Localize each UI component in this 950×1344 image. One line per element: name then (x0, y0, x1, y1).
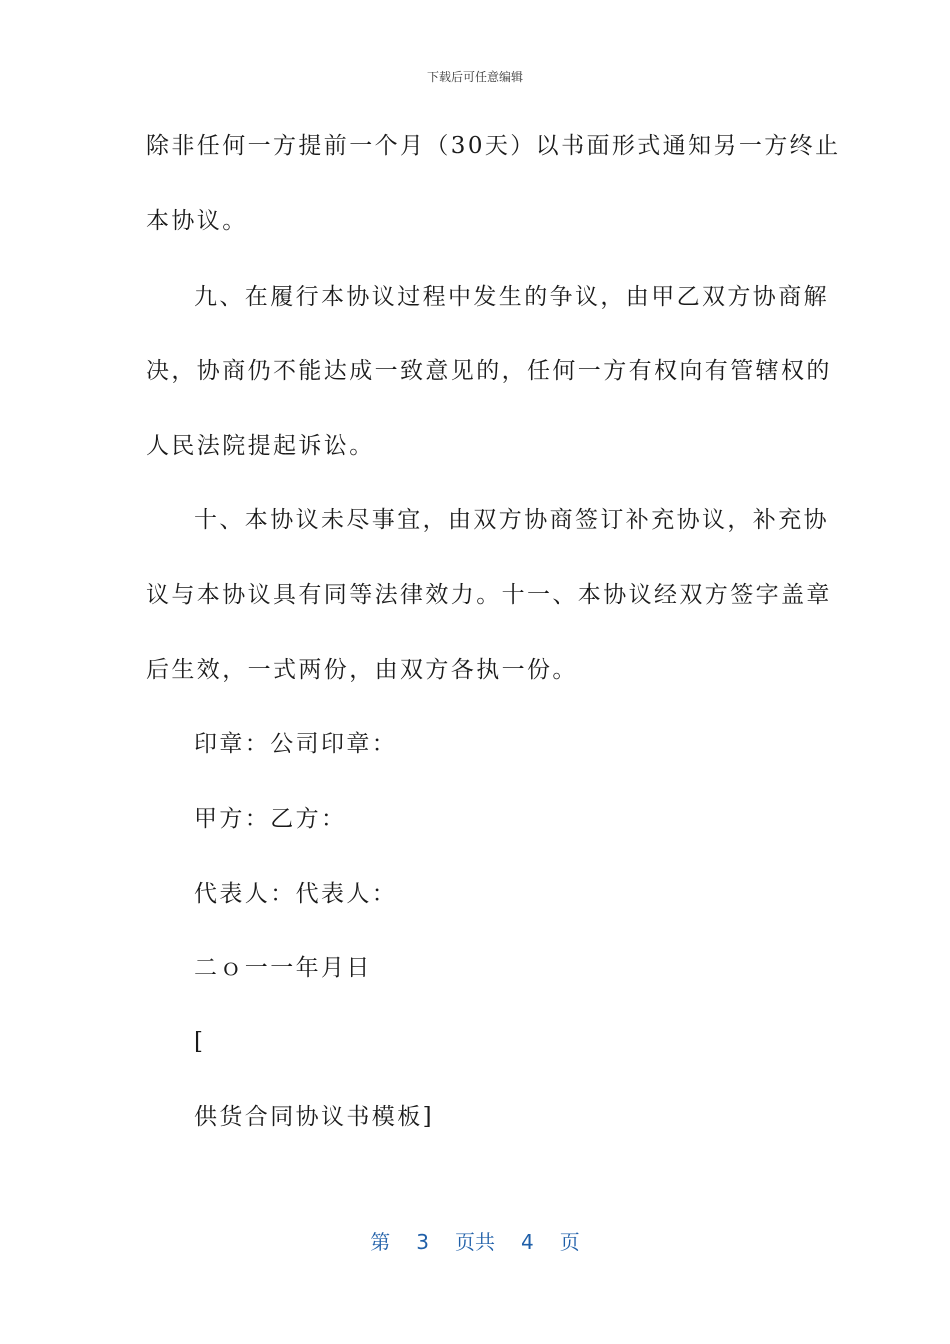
body-line: 代表人：代表人： (194, 881, 398, 907)
body-line: 决，协商仍不能达成一致意见的，任何一方有权向有管辖权的 (146, 358, 832, 384)
body-line: 印章：公司印章： (194, 731, 398, 757)
body-line: 人民法院提起诉讼。 (146, 433, 375, 459)
body-line: 议与本协议具有同等法律效力。十一、本协议经双方签字盖章 (146, 582, 832, 608)
page-suffix: 页 (559, 1230, 580, 1254)
body-line: 二ｏ一一年月日 (194, 955, 372, 981)
body-line: 十、本协议未尽事宜，由双方协商签订补充协议，补充协 (194, 507, 829, 533)
current-page-number: 3 (416, 1230, 429, 1254)
body-line: 后生效，一式两份，由双方各执一份。 (146, 657, 578, 683)
body-line: 甲方：乙方： (194, 806, 347, 832)
page-number-footer (0, 1226, 950, 1255)
body-line: 本协议。 (146, 208, 248, 234)
page-prefix: 第 (370, 1230, 391, 1254)
body-line: [ (194, 1029, 206, 1055)
body-line: 除非任何一方提前一个月（30天）以书面形式通知另一方终止 (146, 133, 841, 159)
page-middle: 页共 (455, 1230, 495, 1254)
header-note: 下载后可任意编辑 (426, 70, 523, 84)
total-pages-number: 4 (521, 1230, 534, 1254)
body-line: 供货合同协议书模板] (194, 1104, 434, 1130)
body-line: 九、在履行本协议过程中发生的争议，由甲乙双方协商解 (194, 284, 829, 310)
